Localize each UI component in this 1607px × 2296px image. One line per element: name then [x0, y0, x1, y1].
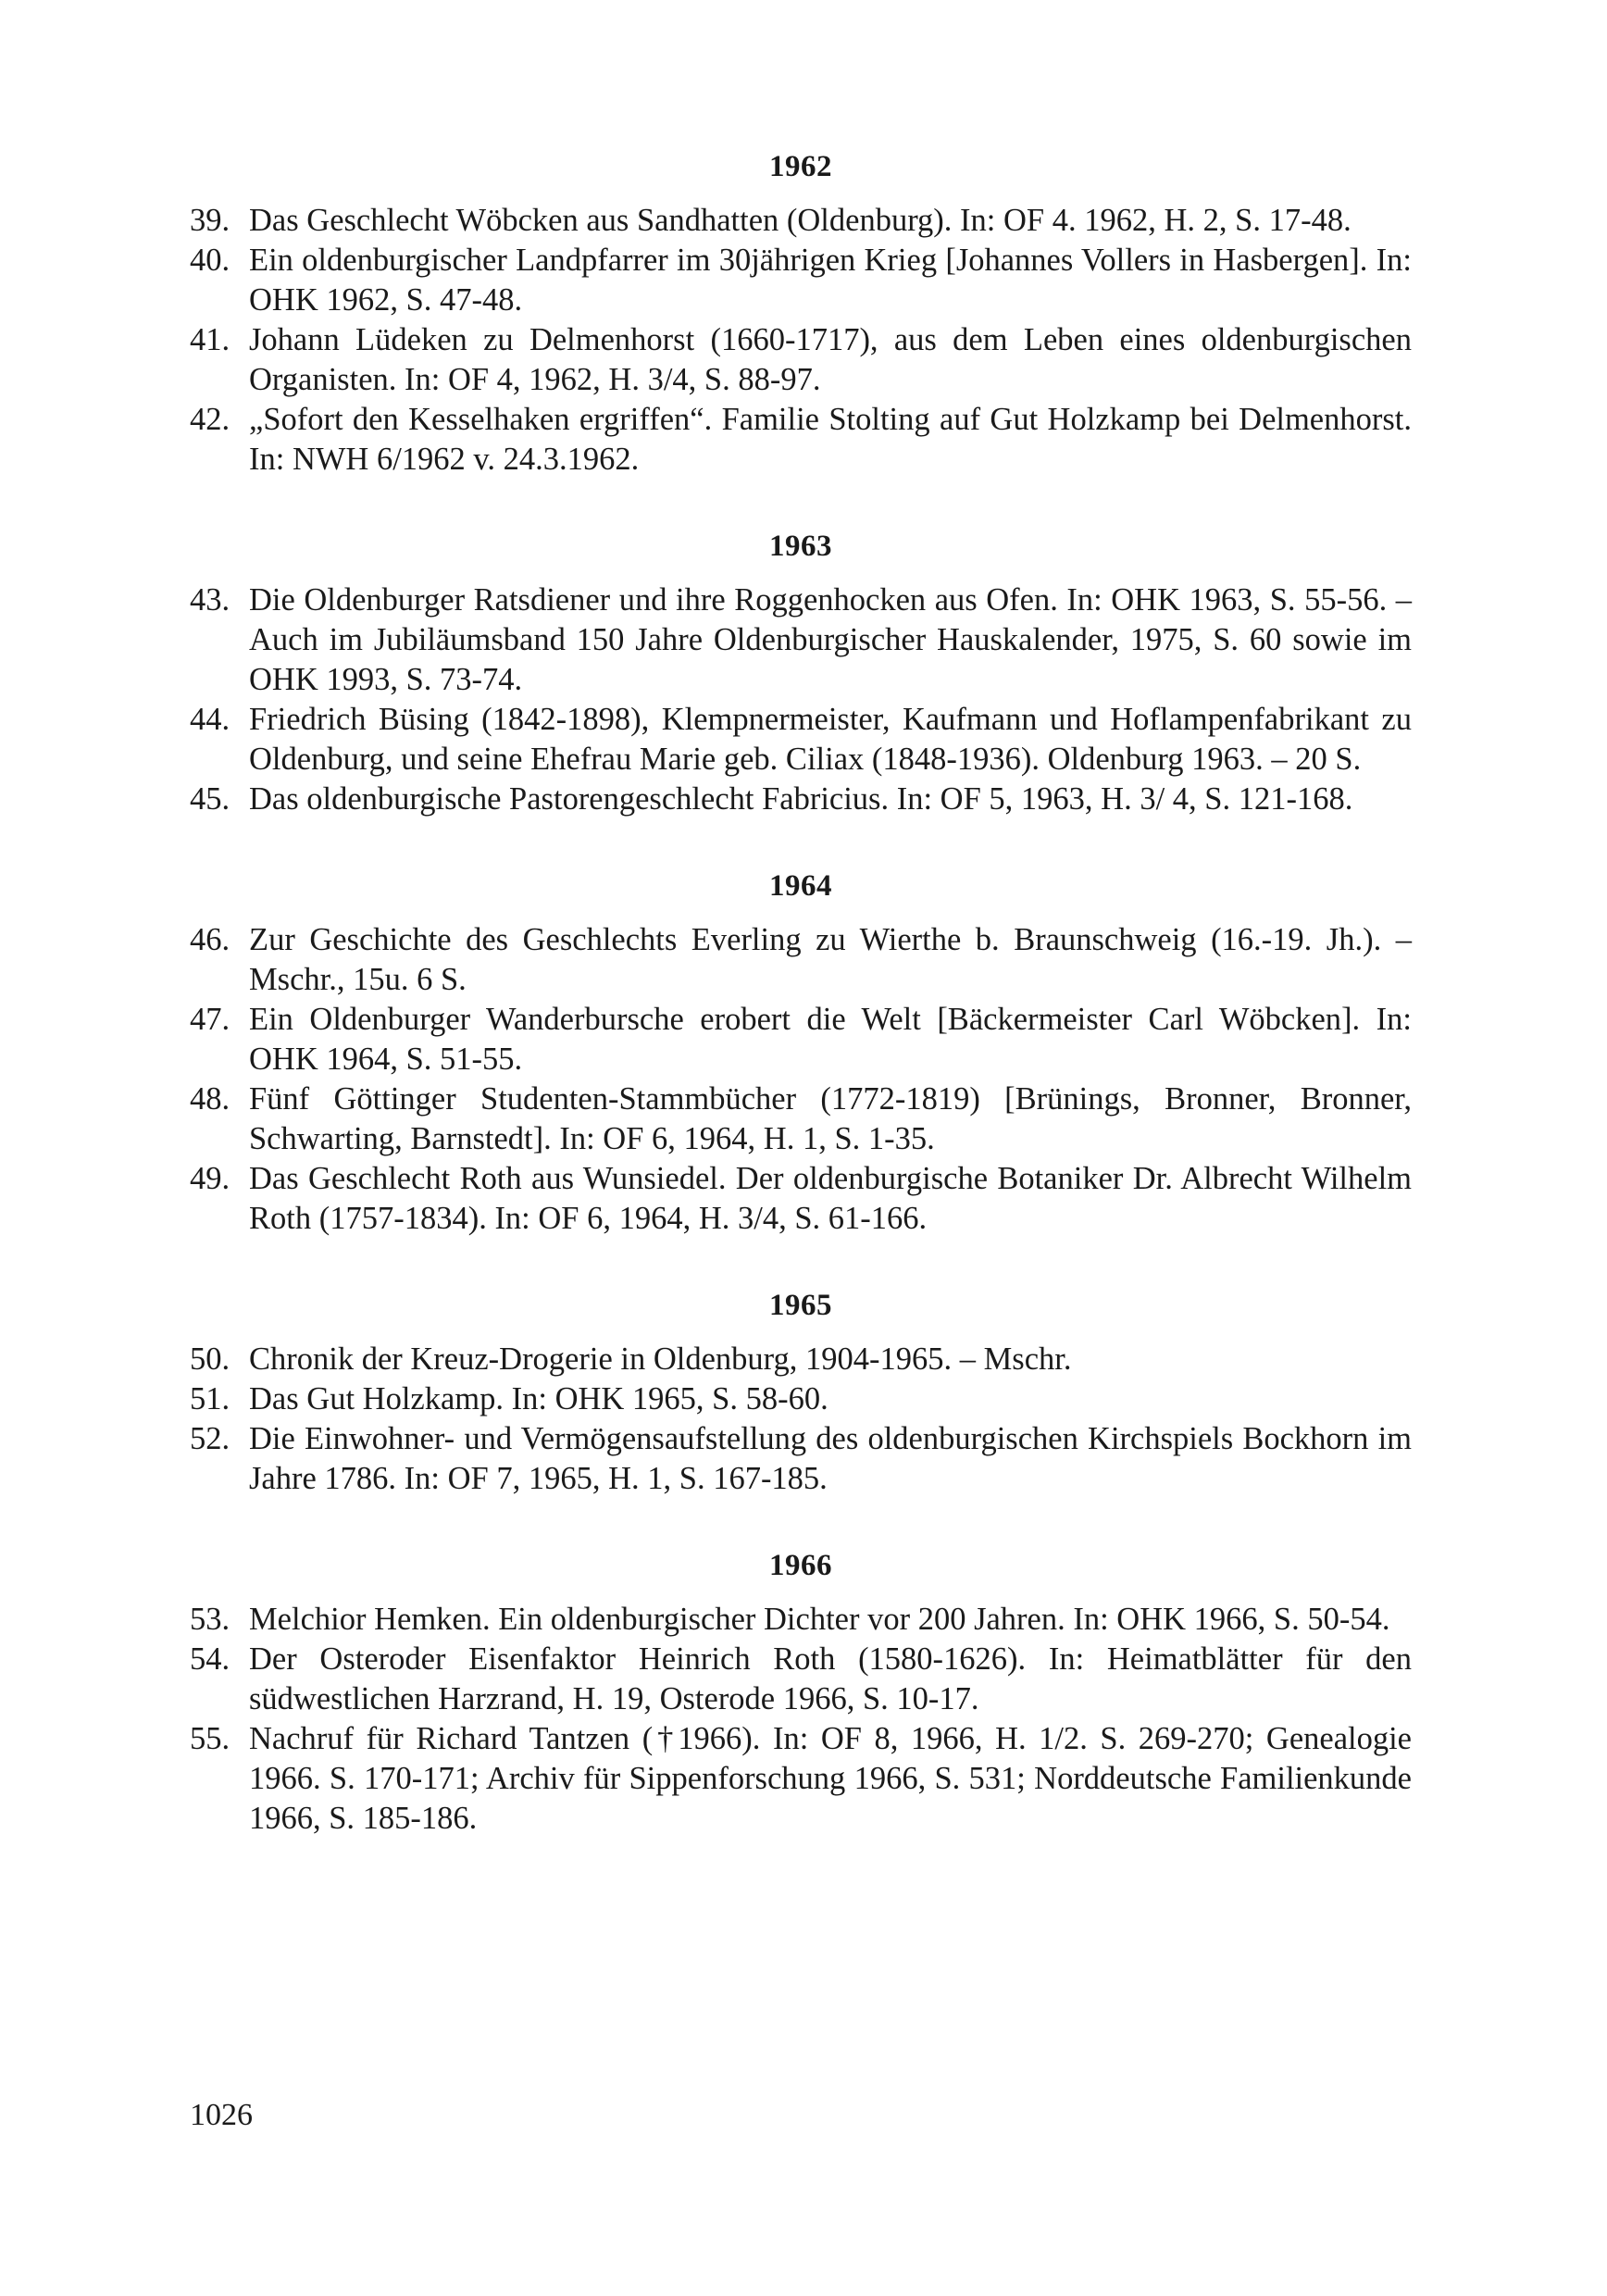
entry-text: Friedrich Büsing (1842-1898), Klempnermeister, Kaufmann und Hoflampenfabrikant zu Oldenburg, und seine Ehefrau Marie geb. Ciliax (1848-1936). Oldenburg 1963. – 20 S.	[249, 702, 1412, 777]
bibliography-entry	[190, 320, 1412, 400]
entry-number: 44.	[190, 702, 230, 737]
entry-number: 51.	[190, 1381, 230, 1416]
entry-number: 43.	[190, 582, 230, 618]
entry-number: 53.	[190, 1602, 230, 1637]
entry-text: Die Oldenburger Ratsdiener und ihre Roggenhocken aus Ofen. In: OHK 1963, S. 55-56. – Auch im Jubiläumsband 150 Jahre Oldenburgischer Hauskalender, 1975, S. 60 sowie im OHK 1993, S. 73-74.	[249, 582, 1412, 697]
entry-text: Das Geschlecht Roth aus Wunsiedel. Der oldenburgische Botaniker Dr. Albrecht Wilhelm Roth (1757-1834). In: OF 6, 1964, H. 3/4, S. 61-166.	[249, 1161, 1412, 1236]
bibliography-entry	[190, 1600, 1412, 1640]
bibliography-entry	[190, 400, 1412, 480]
entry-number: 52.	[190, 1421, 230, 1456]
year-section-1962	[190, 148, 1412, 480]
entry-text: Ein Oldenburger Wanderbursche erobert die Welt [Bäckermeister Carl Wöbcken]. In: OHK 1964, S. 51-55.	[249, 1002, 1412, 1077]
entry-number: 54.	[190, 1641, 230, 1677]
entry-number: 48.	[190, 1081, 230, 1117]
entry-number: 46.	[190, 922, 230, 957]
bibliography-entry	[190, 1000, 1412, 1079]
bibliography-entry	[190, 1340, 1412, 1379]
entry-text: Fünf Göttinger Studenten-Stammbücher (1772-1819) [Brünings, Bronner, Bronner, Schwarting, Barnstedt]. In: OF 6, 1964, H. 1, S. 1-35.	[249, 1081, 1412, 1156]
entry-text: Das oldenburgische Pastorengeschlecht Fabricius. In: OF 5, 1963, H. 3/ 4, S. 121-168.	[249, 781, 1353, 817]
entry-number: 40.	[190, 243, 230, 278]
page-number: 1026	[190, 2098, 253, 2132]
entry-text: Chronik der Kreuz-Drogerie in Oldenburg, 1904-1965. – Mschr.	[249, 1341, 1072, 1377]
bibliography-entry	[190, 920, 1412, 1000]
year-section-1966	[190, 1547, 1412, 1839]
entry-text: Der Osteroder Eisenfaktor Heinrich Roth (1580-1626). In: Heimatblätter für den südwestlichen Harzrand, H. 19, Osterode 1966, S. 10-17.	[249, 1641, 1412, 1716]
bibliography-entry	[190, 1159, 1412, 1239]
entry-text: Johann Lüdeken zu Delmenhorst (1660-1717), aus dem Leben eines oldenburgischen Organisten. In: OF 4, 1962, H. 3/4, S. 88-97.	[249, 322, 1412, 397]
entry-number: 47.	[190, 1002, 230, 1037]
bibliography-entry	[190, 1379, 1412, 1419]
year-heading: 1965	[769, 1289, 832, 1322]
entry-number: 55.	[190, 1721, 230, 1756]
bibliography-entry	[190, 700, 1412, 780]
entry-number: 39.	[190, 203, 230, 238]
year-heading: 1963	[769, 530, 832, 563]
entry-text: Melchior Hemken. Ein oldenburgischer Dichter vor 200 Jahren. In: OHK 1966, S. 50-54.	[249, 1602, 1390, 1637]
bibliography-entry	[190, 1079, 1412, 1159]
bibliography-content	[190, 148, 1412, 1887]
bibliography-entry	[190, 580, 1412, 700]
entry-text: Ein oldenburgischer Landpfarrer im 30jährigen Krieg [Johannes Vollers in Hasbergen]. In: OHK 1962, S. 47-48.	[249, 243, 1412, 318]
entry-number: 42.	[190, 402, 230, 437]
year-heading: 1962	[769, 150, 832, 183]
bibliography-entry	[190, 201, 1412, 241]
year-heading: 1964	[769, 869, 832, 903]
entry-number: 41.	[190, 322, 230, 357]
bibliography-entry	[190, 241, 1412, 320]
entry-text: Das Gut Holzkamp. In: OHK 1965, S. 58-60.	[249, 1381, 828, 1416]
year-section-1965	[190, 1287, 1412, 1499]
entry-text: Nachruf für Richard Tantzen (†1966). In: OF 8, 1966, H. 1/2. S. 269-270; Genealogie 1966. S. 170-171; Archiv für Sippenforschung 1966, S. 531; Norddeutsche Familienkunde 1966, S. 185-186.	[249, 1721, 1412, 1836]
entry-text: „Sofort den Kesselhaken ergriffen“. Familie Stolting auf Gut Holzkamp bei Delmenhorst. In: NWH 6/1962 v. 24.3.1962.	[249, 402, 1412, 477]
year-heading: 1966	[769, 1549, 832, 1582]
entry-text: Zur Geschichte des Geschlechts Everling zu Wierthe b. Braunschweig (16.-19. Jh.). – Mschr., 15u. 6 S.	[249, 922, 1412, 997]
entry-text: Das Geschlecht Wöbcken aus Sandhatten (Oldenburg). In: OF 4. 1962, H. 2, S. 17-48.	[249, 203, 1352, 238]
bibliography-entry	[190, 780, 1412, 819]
bibliography-entry	[190, 1719, 1412, 1839]
entry-number: 45.	[190, 781, 230, 817]
bibliography-entry	[190, 1419, 1412, 1499]
entry-number: 50.	[190, 1341, 230, 1377]
entry-number: 49.	[190, 1161, 230, 1196]
year-section-1963	[190, 528, 1412, 819]
bibliography-entry	[190, 1640, 1412, 1719]
entry-text: Die Einwohner- und Vermögensaufstellung des oldenburgischen Kirchspiels Bockhorn im Jahre 1786. In: OF 7, 1965, H. 1, S. 167-185.	[249, 1421, 1412, 1496]
year-section-1964	[190, 867, 1412, 1239]
